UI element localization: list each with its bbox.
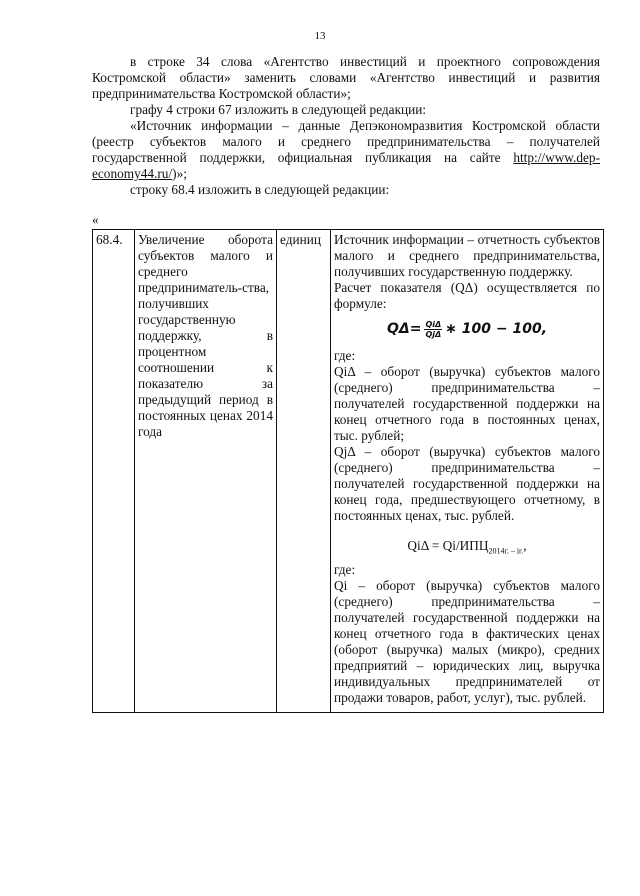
- formula-main: [334, 316, 600, 342]
- source-link[interactable]: http://www.dep-economy44.ru/: [92, 150, 600, 181]
- opening-quote: «: [92, 212, 99, 227]
- formula-denominator: QjΔ: [425, 329, 442, 339]
- formula-rhs: ∗ 100 − 100,: [445, 321, 548, 337]
- intro-paragraph-3-text: «Источник информации – данные Депэкономразвития Костромской области (реестр субъектов малого и среднего предпринимательства – получателей государственной поддержки, официальная публикация на сайте: [92, 118, 600, 165]
- intro-text: [92, 54, 600, 198]
- qi-definition: QiΔ – оборот (выручка) субъектов малого (среднего) предпринимательства – получателей государственной поддержки на конец отчетного года в постоянных ценах, тыс. рублей;: [334, 364, 600, 443]
- formula2-lhs: QiΔ = Qi/ИПЦ: [407, 538, 489, 553]
- intro-paragraph-3-tail: )»;: [172, 166, 187, 181]
- formula2-tail: ,: [523, 538, 527, 553]
- table-row: [93, 230, 604, 713]
- formula2-sub: 2014г. – ir.: [488, 546, 524, 556]
- q-definition: Qi – оборот (выручка) субъектов малого (среднего) предпринимательства – получателей государственной поддержки на конец отчетного года в фактических ценах (оборот (выручка) малых (микро), средних предприятий – юридических лиц, выручка индивидуальных предпринимателей от продажи товаров, работ, услуг), тыс. рублей.: [334, 577, 600, 705]
- intro-paragraph-3: [92, 118, 600, 182]
- indicator-name: Увеличение оборота субъектов малого и среднего предприниматель-ства, получивших государственную поддержку, в процентном соотношении к показателю за предыдущий период в постоянных ценах 2014 года: [135, 230, 277, 713]
- formula-fraction: [424, 320, 442, 339]
- unit-cell: единиц: [277, 230, 331, 713]
- source-text-1: Источник информации – отчетность субъектов малого и среднего предпринимательства, получивших государственную поддержку.: [334, 232, 600, 279]
- intro-paragraph-2: графу 4 строки 67 изложить в следующей редакции:: [130, 102, 427, 117]
- formula-numerator: QiΔ: [425, 319, 442, 329]
- where-label-2: где:: [334, 561, 356, 577]
- source-cell: [331, 230, 604, 713]
- row-number: 68.4.: [93, 230, 135, 713]
- intro-paragraph-4: строку 68.4 изложить в следующей редакции:: [130, 182, 390, 197]
- indicator-table: [92, 229, 604, 713]
- qj-definition: QjΔ – оборот (выручка) субъектов малого (среднего) предпринимательства – получателей государственной поддержки на конец года, предшествующего отчетному, в постоянных ценах, тыс. рублей.: [334, 444, 600, 523]
- where-label-1: где:: [334, 348, 356, 363]
- intro-paragraph-1: в строке 34 слова «Агентство инвестиций и проектного сопровождения Костромской области» заменить словами «Агентство инвестиций и развития предпринимательства Костромской области»;: [92, 54, 600, 101]
- source-text-2: Расчет показателя (QΔ) осуществляется по формуле:: [334, 280, 600, 311]
- page-number: 13: [314, 30, 326, 42]
- formula-secondary: [334, 538, 600, 560]
- formula-lhs: QΔ=: [386, 321, 422, 337]
